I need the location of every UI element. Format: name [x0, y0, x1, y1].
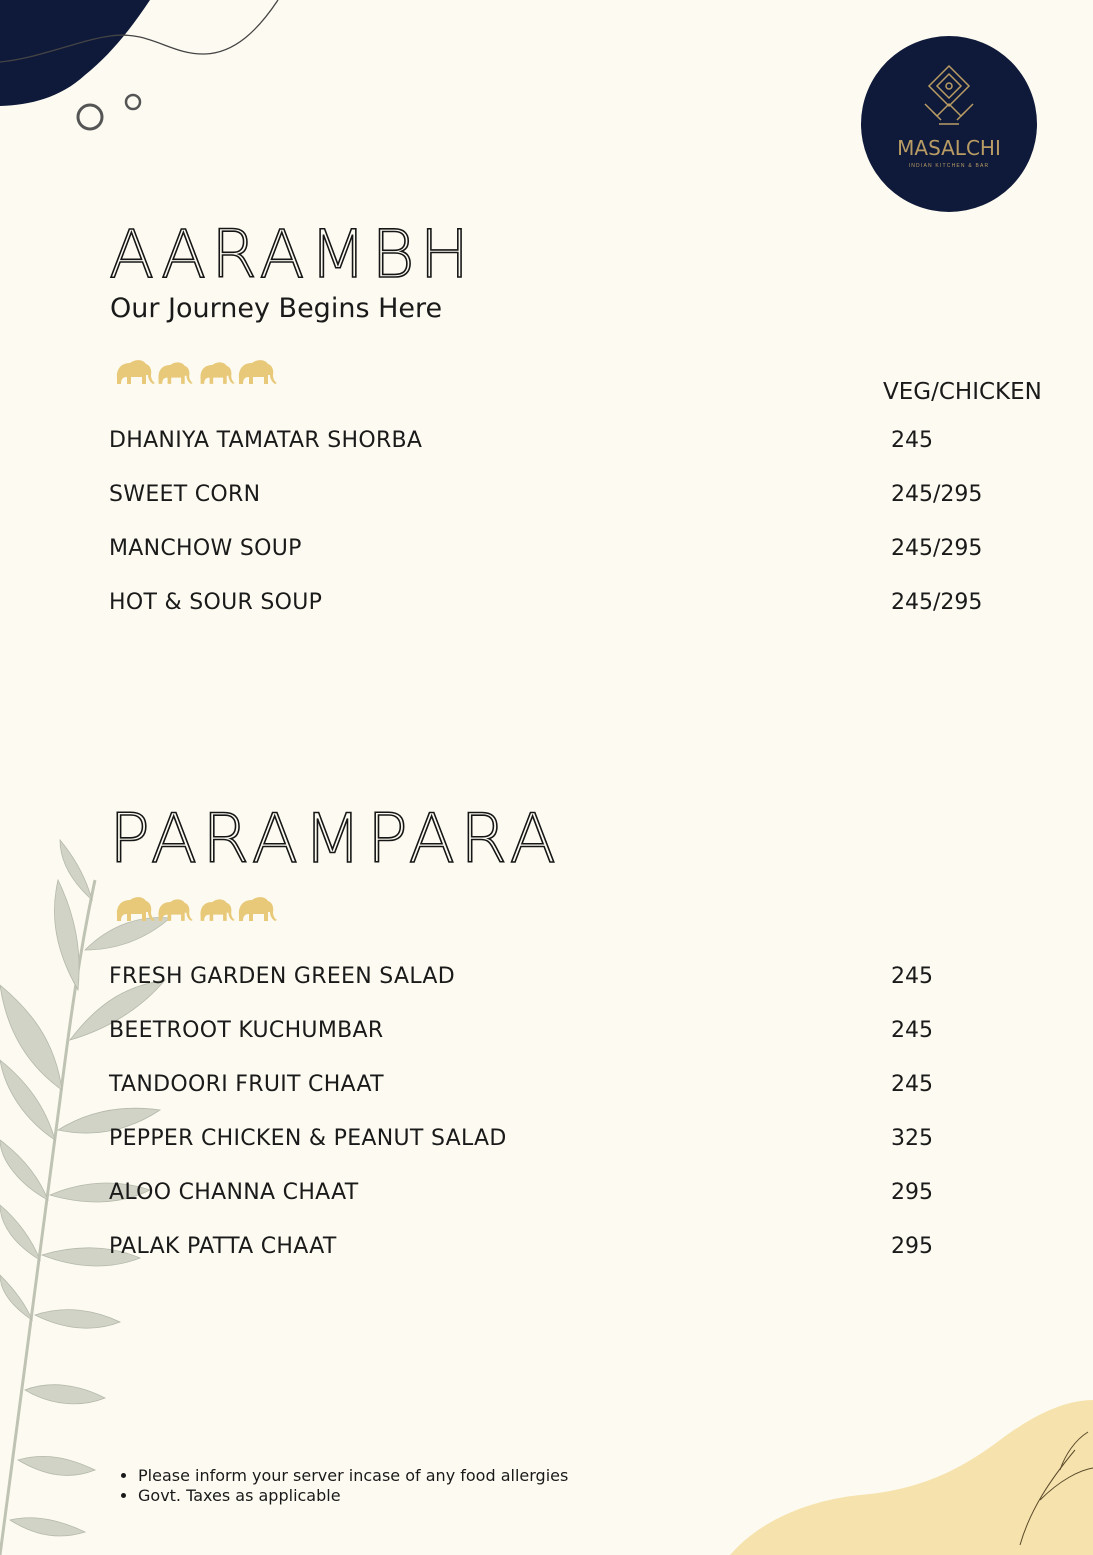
elephant-icon: [200, 362, 234, 383]
menu-item: [0, 536, 1093, 566]
elephant-divider: [113, 890, 278, 924]
menu-item-price: 245: [891, 428, 933, 453]
menu-item-price: 245/295: [891, 536, 983, 561]
note-taxes: • Govt. Taxes as applicable: [138, 1486, 568, 1506]
footer-notes: [110, 1466, 568, 1506]
menu-item-name: MANCHOW SOUP: [109, 536, 302, 561]
menu-item-name: FRESH GARDEN GREEN SALAD: [109, 964, 455, 989]
elephant-icon: [200, 899, 234, 920]
menu-item-name: TANDOORI FRUIT CHAAT: [109, 1072, 384, 1097]
menu-item-price: 245/295: [891, 590, 983, 615]
menu-item: [0, 1180, 1093, 1210]
section-title-aarambh: AARAMBH: [109, 216, 475, 293]
menu-item-name: HOT & SOUR SOUP: [109, 590, 323, 615]
brand-logo: [861, 36, 1037, 212]
menu-item: [0, 590, 1093, 620]
menu-item: [0, 482, 1093, 512]
price-column-header: VEG/CHICKEN: [883, 379, 1042, 405]
section-subtitle: Our Journey Begins Here: [110, 293, 443, 324]
menu-item: [0, 1234, 1093, 1264]
elephant-icon: [158, 362, 192, 383]
menu-item: [0, 428, 1093, 458]
menu-item-price: 325: [891, 1126, 933, 1151]
brand-name: MASALCHI: [897, 136, 1001, 160]
elephant-icon: [239, 360, 277, 384]
menu-item-price: 295: [891, 1234, 933, 1259]
menu-item: [0, 1126, 1093, 1156]
brand-emblem-icon: [919, 64, 979, 128]
menu-item-price: 245: [891, 1018, 933, 1043]
elephant-divider: [113, 353, 278, 387]
menu-item-name: PEPPER CHICKEN & PEANUT SALAD: [109, 1126, 507, 1151]
menu-item-price: 295: [891, 1180, 933, 1205]
menu-item-price: 245/295: [891, 482, 983, 507]
menu-item-name: ALOO CHANNA CHAAT: [109, 1180, 359, 1205]
menu-item-name: PALAK PATTA CHAAT: [109, 1234, 337, 1259]
elephant-icon: [117, 897, 155, 921]
note-allergies: • Please inform your server incase of any food allergies: [138, 1466, 568, 1486]
menu-item-name: BEETROOT KUCHUMBAR: [109, 1018, 384, 1043]
elephant-icon: [239, 897, 277, 921]
menu-item: [0, 1018, 1093, 1048]
menu-item-price: 245: [891, 1072, 933, 1097]
elephant-icon: [158, 899, 192, 920]
menu-item-price: 245: [891, 964, 933, 989]
elephant-icon: [117, 360, 155, 384]
menu-item: [0, 1072, 1093, 1102]
menu-item-name: DHANIYA TAMATAR SHORBA: [109, 428, 423, 453]
brand-tagline: INDIAN KITCHEN & BAR: [908, 163, 990, 169]
menu-item-name: SWEET CORN: [109, 482, 261, 507]
menu-item: [0, 964, 1093, 994]
section-title-parampara: PARAMPARA: [109, 800, 562, 879]
